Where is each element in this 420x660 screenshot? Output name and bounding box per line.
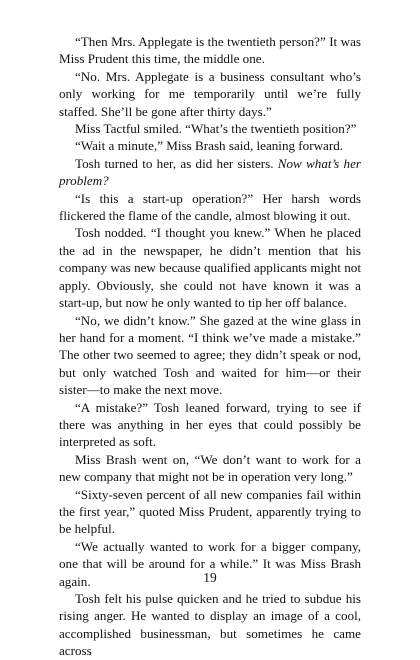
text-run: “We actually wanted to work for a bigger company, one that will be around for a while.” It was Miss Brash again. <box>59 538 361 589</box>
italic-text-run: Now what’s her problem? <box>59 155 361 189</box>
text-run: “No, we didn’t know.” She gazed at the wine glass in her hand for a moment. “I think we’ve made a mistake.” The other two seemed to agree; they didn’t speak or nod, but only watched Tosh and waited for him—or their sister—to make the next move. <box>59 312 361 398</box>
text-run: Tosh nodded. “I thought you knew.” When he placed the ad in the newspaper, he didn’t mention that his company was new because qualified applicants might not apply. Obviously, she could not have known it was a start-up, but now he only wanted to tip her off balance. <box>59 225 361 311</box>
body-text <box>59 33 361 660</box>
text-run: Tosh turned to her, as did her sisters. <box>75 155 278 171</box>
text-run: “Wait a minute,” Miss Brash said, leaning forward. <box>75 138 344 154</box>
text-run: Miss Tactful smiled. “What’s the twentieth position?” <box>75 121 357 137</box>
paragraph <box>59 190 361 225</box>
paragraph <box>59 120 361 137</box>
paragraph <box>59 312 361 399</box>
paragraph <box>59 399 361 451</box>
paragraph <box>59 451 361 486</box>
paragraph <box>59 33 361 68</box>
paragraph <box>59 68 361 120</box>
text-run: “Sixty-seven percent of all new companies fail within the first year,” quoted Miss Prudent, apparently trying to be helpful. <box>59 486 361 537</box>
paragraph <box>59 137 361 154</box>
page-number: 19 <box>203 570 217 585</box>
paragraph <box>59 590 361 660</box>
paragraph <box>59 224 361 311</box>
paragraph <box>59 486 361 538</box>
text-run: “A mistake?” Tosh leaned forward, trying to see if there was anything in her eyes that could possibly be interpreted as soft. <box>59 399 361 450</box>
text-run: “Then Mrs. Applegate is the twentieth person?” It was Miss Prudent this time, the middle one. <box>59 34 361 67</box>
text-run: Tosh felt his pulse quicken and he tried to subdue his rising anger. He wanted to display an image of a cool, accomplished businessman, but sometimes he came across <box>59 591 361 659</box>
paragraph <box>59 155 361 190</box>
text-run: “Is this a start-up operation?” Her harsh words flickered the flame of the candle, almost blowing it out. <box>59 190 361 224</box>
text-run: “No. Mrs. Applegate is a business consultant who’s only working for me temporarily until we’re fully staffed. She’ll be gone after thirty days.” <box>59 68 361 119</box>
text-run: Miss Brash went on, “We don’t want to work for a new company that might not be in operation very long.” <box>59 451 361 485</box>
